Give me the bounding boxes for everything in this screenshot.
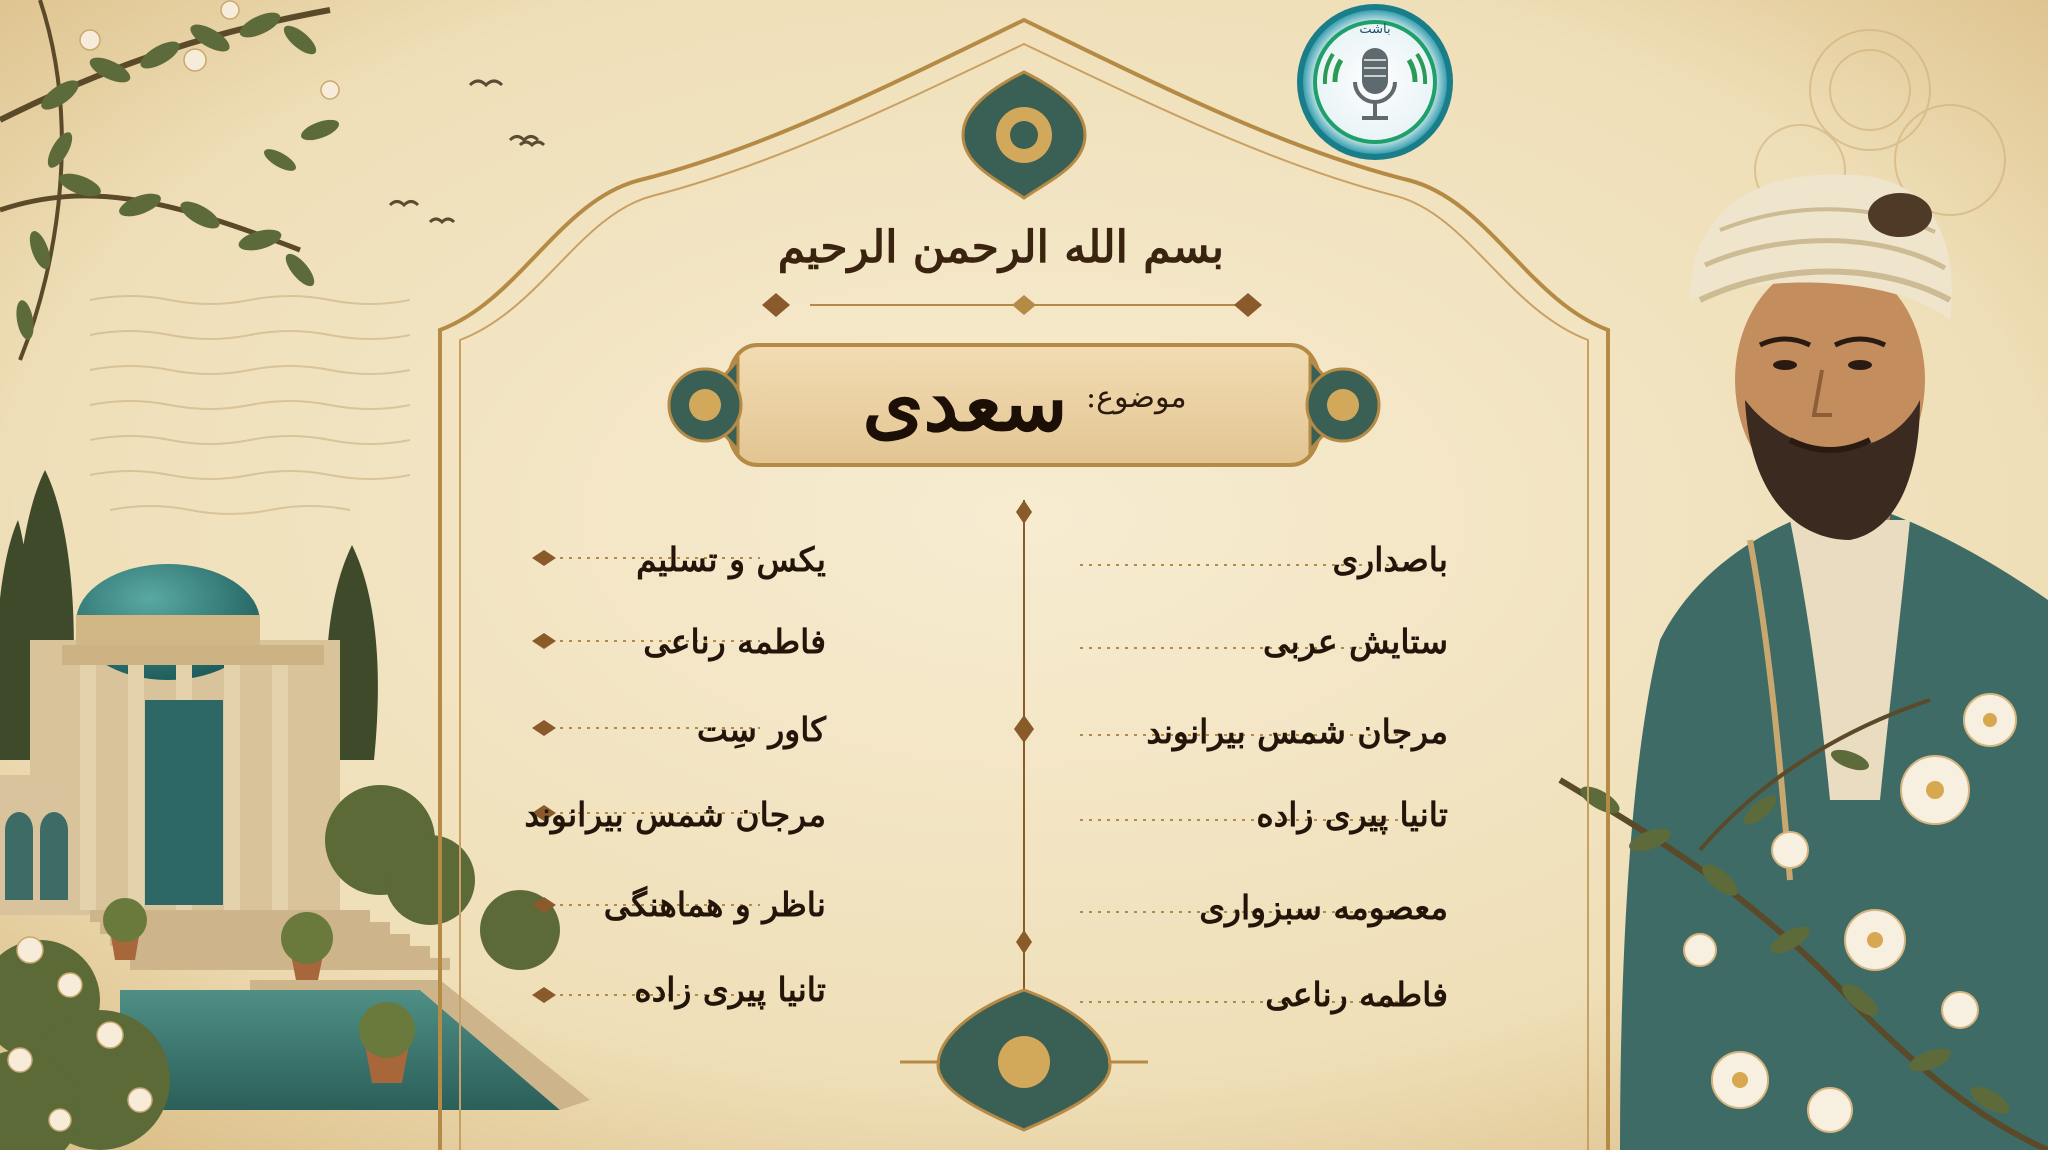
program-entry-left: تانیا پیری زاده (634, 970, 826, 1009)
program-entry-right: باصداری (1332, 540, 1448, 579)
program-entry-left: فاطمه رناعی (643, 622, 826, 661)
program-entry-right: فاطمه رناعی (1265, 975, 1448, 1014)
program-entry-left: ناظر و هماهنگی (603, 885, 826, 924)
bismillah-heading: بسم الله الرحمن الرحیم (777, 222, 1224, 273)
logo-top-text: باشت (1359, 22, 1391, 37)
program-entry-left: کاور سِت (696, 710, 826, 749)
program-entry-left: یکس و تسلیم (636, 540, 826, 579)
program-entry-right: تانیا پیری زاده (1256, 795, 1448, 834)
program-entry-right: معصومه سبزواری (1199, 888, 1448, 927)
topic-title: سعدی (862, 358, 1068, 449)
program-entry-left: مرجان شمس بیرانوند (524, 795, 826, 834)
program-entry-right: مرجان شمس بیرانوند (1146, 712, 1448, 751)
topic-label: موضوع: (1086, 380, 1187, 415)
program-entry-right: ستایش عربی (1263, 622, 1448, 661)
